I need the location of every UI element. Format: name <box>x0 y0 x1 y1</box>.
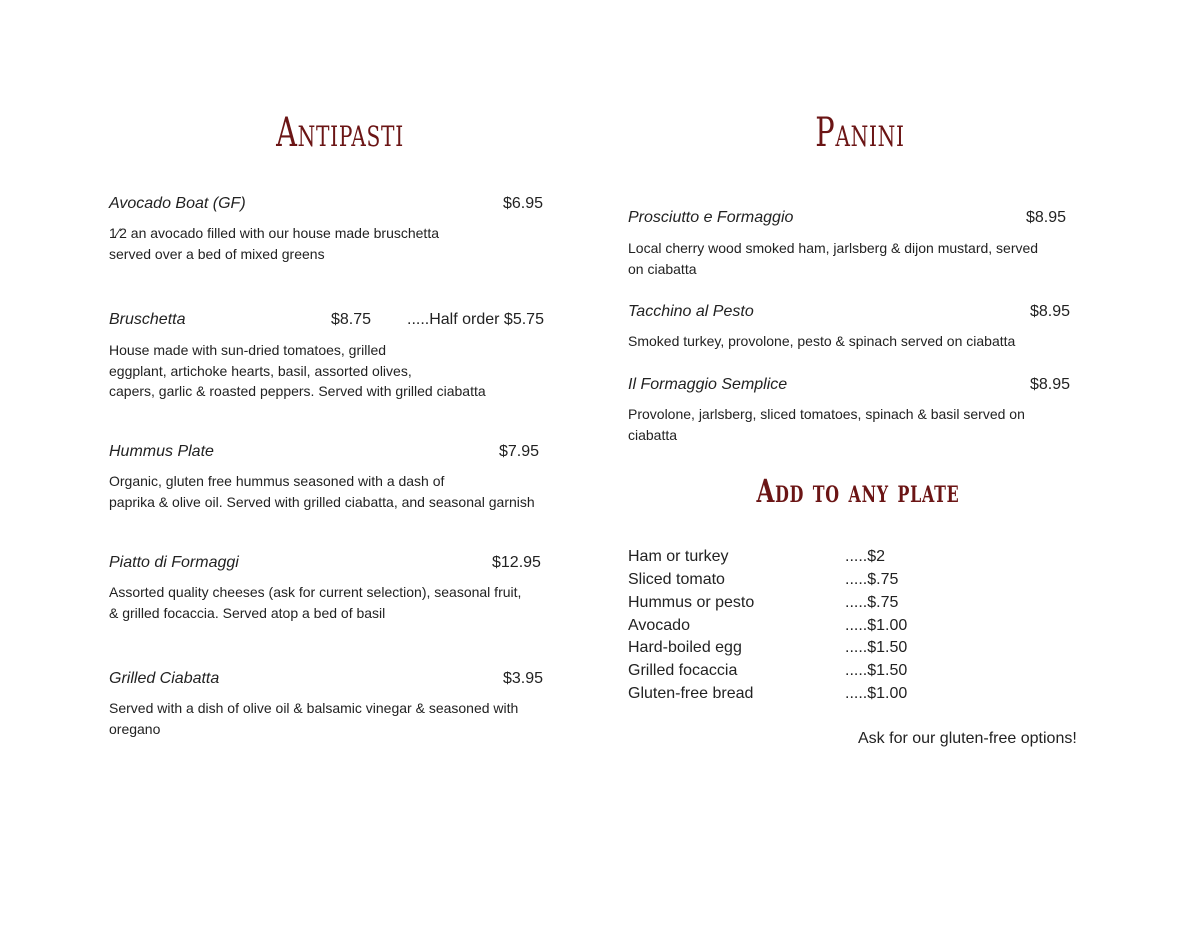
menu-item-name: Avocado Boat (GF) <box>109 195 246 212</box>
description-line: Smoked turkey, provolone, pesto & spinach served on ciabatta <box>628 333 1016 349</box>
menu-item-price: $7.95 <box>499 443 540 460</box>
addon-name: Ham or turkey <box>628 548 729 565</box>
description-line: 1⁄2 an avocado filled with our house made bruschetta <box>109 225 439 241</box>
menu-item-description <box>109 223 439 264</box>
menu-item-price: $3.95 <box>503 670 544 687</box>
description-line: served over a bed of mixed greens <box>109 245 325 262</box>
description-line: Local cherry wood smoked ham, jarlsberg & dijon mustard, served <box>628 240 1039 256</box>
panini-heading: Panini <box>815 110 905 156</box>
addon-name: Hummus or pesto <box>628 594 755 611</box>
menu-item-description <box>628 404 1025 445</box>
menu-item-name: Tacchino al Pesto <box>628 303 754 320</box>
half-order-price: .....Half order $5.75 <box>407 311 544 328</box>
menu-item-description <box>109 698 518 739</box>
description-line: Assorted quality cheeses (ask for current selection), seasonal fruit, <box>109 584 522 600</box>
menu-item-name: Prosciutto e Formaggio <box>628 209 794 226</box>
description-line: eggplant, artichoke hearts, basil, assorted olives, <box>109 362 412 379</box>
menu-item-price: $8.95 <box>1030 376 1071 393</box>
description-line: Served with a dish of olive oil & balsamic vinegar & seasoned with <box>109 700 519 716</box>
menu-item-price: $12.95 <box>492 554 541 571</box>
menu-item-price: $8.95 <box>1026 209 1067 226</box>
gluten-free-note: Ask for our gluten-free options! <box>858 730 1077 747</box>
description-line: capers, garlic & roasted peppers. Served with grilled ciabatta <box>109 383 486 399</box>
addon-price: .....$.75 <box>845 571 899 588</box>
description-line: oregano <box>109 720 161 737</box>
addon-name: Grilled focaccia <box>628 662 738 679</box>
description-line: Organic, gluten free hummus seasoned with a dash of <box>109 473 445 489</box>
addon-name: Avocado <box>628 617 690 634</box>
addon-name: Gluten-free bread <box>628 685 754 702</box>
menu-item-price: $8.95 <box>1030 303 1071 320</box>
menu-item-price: $6.95 <box>503 195 544 212</box>
addon-price: .....$1.50 <box>845 639 908 656</box>
addon-name: Sliced tomato <box>628 571 725 588</box>
description-line: House made with sun-dried tomatoes, grilled <box>109 342 387 358</box>
description-line: on ciabatta <box>628 260 697 277</box>
description-line: & grilled focaccia. Served atop a bed of basil <box>109 604 386 621</box>
menu-item-description <box>109 340 486 402</box>
menu-item-name: Il Formaggio Semplice <box>628 376 788 393</box>
menu-item-name: Grilled Ciabatta <box>109 670 220 687</box>
addon-price: .....$1.50 <box>845 662 908 679</box>
menu-item-name: Bruschetta <box>109 311 186 328</box>
addon-price: .....$1.00 <box>845 617 908 634</box>
menu-item-description <box>109 582 521 623</box>
antipasti-heading: Antipasti <box>276 110 404 156</box>
description-line: ciabatta <box>628 426 678 443</box>
addon-price: .....$2 <box>845 548 886 565</box>
addon-name: Hard-boiled egg <box>628 639 742 656</box>
menu-item-name: Piatto di Formaggi <box>109 554 239 571</box>
addon-price: .....$.75 <box>845 594 899 611</box>
addons-heading: Add to any plate <box>756 472 960 510</box>
addon-price: .....$1.00 <box>845 685 908 702</box>
menu-item-price: $8.75 <box>331 311 372 328</box>
menu-item-name: Hummus Plate <box>109 443 214 460</box>
menu-item-description <box>628 331 1015 352</box>
menu-item-description <box>109 471 535 512</box>
menu-item-description <box>628 238 1038 279</box>
description-line: Provolone, jarlsberg, sliced tomatoes, spinach & basil served on <box>628 406 1025 422</box>
description-line: paprika & olive oil. Served with grilled ciabatta, and seasonal garnish <box>109 493 535 510</box>
